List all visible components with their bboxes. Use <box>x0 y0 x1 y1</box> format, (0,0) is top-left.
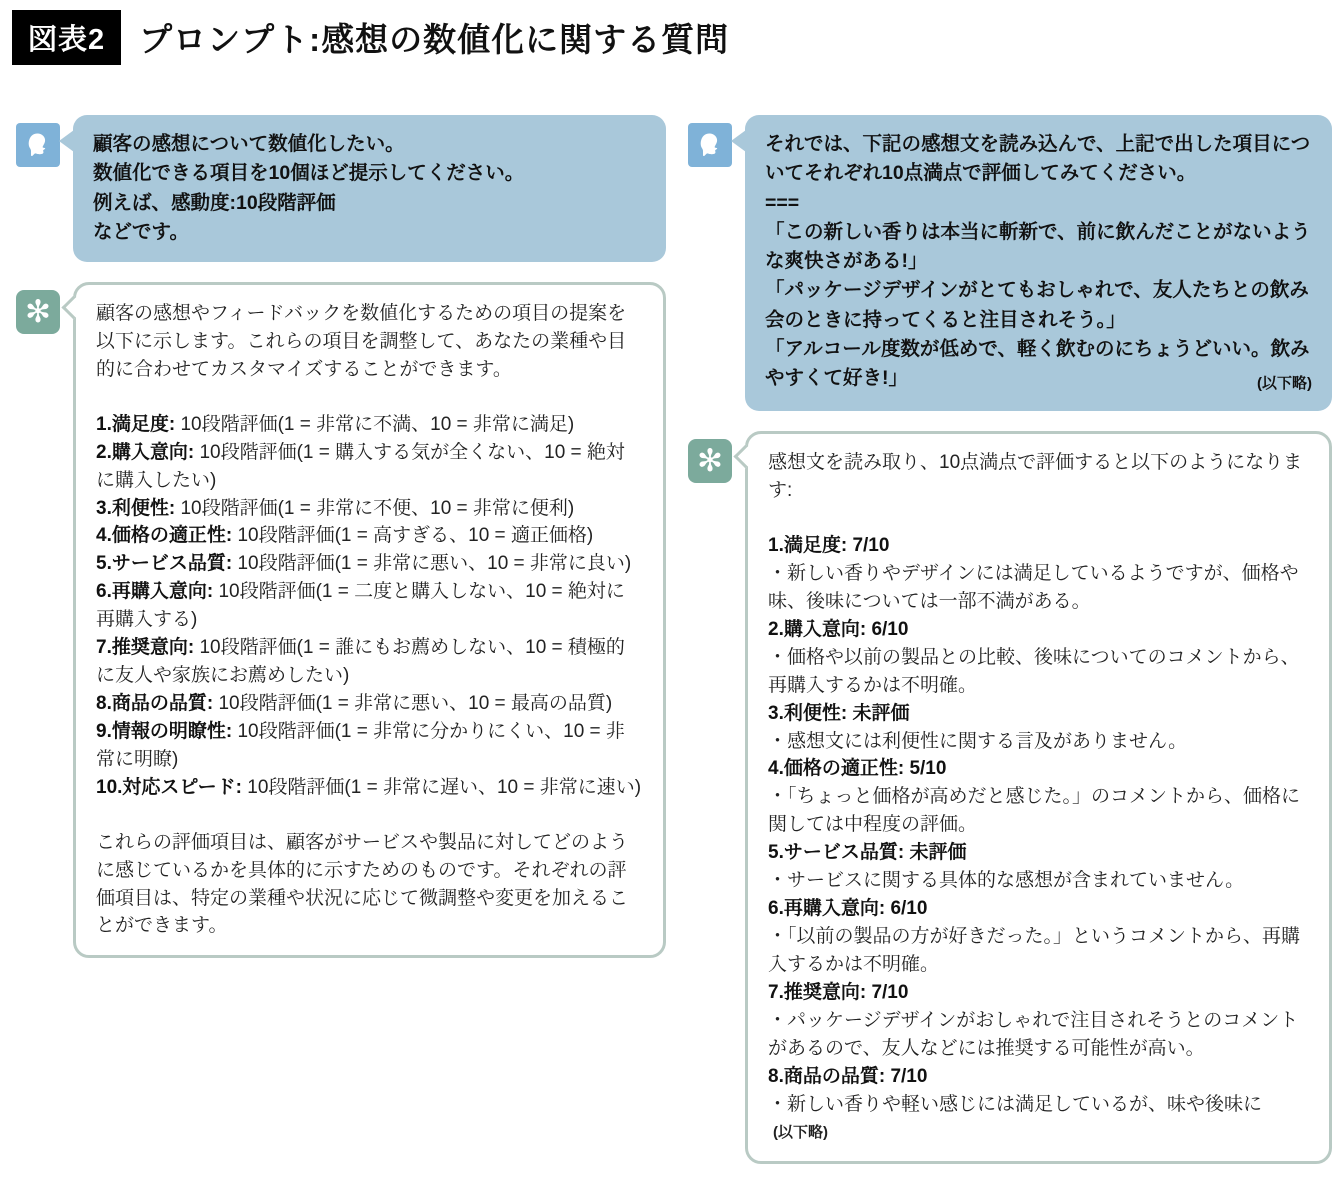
score-item-comment: ・サービスに関する具体的な感想が含まれていません。 <box>768 870 1245 892</box>
score-item-label: 3.利便性: 未評価 <box>768 702 910 724</box>
rating-item-desc: 10段階評価(1 = 誰にもお薦めしない、10 = 積極的に友人や家族にお薦めしたい) <box>96 637 625 687</box>
left-column <box>8 115 666 978</box>
bubble-tail-icon <box>59 130 74 152</box>
chatgpt-avatar <box>16 290 60 334</box>
user-text-line: 数値化できる項目を10個ほど提示してください。 <box>93 162 525 185</box>
score-item-label: 4.価格の適正性: 5/10 <box>768 758 947 780</box>
user-text-line: === <box>765 191 800 214</box>
rating-item-label: 6.再購入意向: <box>96 581 214 603</box>
user-avatar <box>688 123 732 167</box>
assistant-outro: これらの評価項目は、顧客がサービスや製品に対してどのように感じているかを具体的に示すためのものです。それぞれの評価項目は、特定の業種や状況に応じて微調整や変更を加えることができます。 <box>96 831 629 937</box>
user-icon <box>695 130 725 160</box>
score-item-label: 8.商品の品質: 7/10 <box>768 1065 928 1087</box>
figure-number-badge: 図表2 <box>12 10 121 65</box>
figure-header <box>0 0 1340 65</box>
user-text-line: などです。 <box>93 220 189 243</box>
bubble-tail-icon <box>733 445 757 469</box>
user-icon <box>23 130 53 160</box>
score-item-comment: ・感想文には利便性に関する言及がありません。 <box>768 730 1188 752</box>
rating-item-desc: 10段階評価(1 = 非常に分かりにくい、10 = 非常に明瞭) <box>96 720 625 770</box>
rating-item-desc: 10段階評価(1 = 非常に遅い、10 = 非常に速い) <box>241 776 642 798</box>
user-message-row <box>680 115 1332 411</box>
conversation-columns <box>0 115 1340 1184</box>
rating-item <box>96 550 643 578</box>
score-item-label: 1.満足度: 7/10 <box>768 535 890 557</box>
rating-item-label: 1.満足度: <box>96 413 176 435</box>
rating-item-label: 10.対応スピード: <box>96 776 242 798</box>
rating-item-label: 9.情報の明瞭性: <box>96 720 233 742</box>
user-text-line: 例えば、感動度:10段階評価 <box>93 191 336 214</box>
chatgpt-avatar <box>688 439 732 483</box>
rating-item-desc: 10段階評価(1 = 非常に悪い、10 = 最高の品質) <box>213 692 613 714</box>
assistant-message-row <box>680 431 1332 1164</box>
bubble-tail-icon <box>61 295 85 319</box>
user-quote-line: 「この新しい香りは本当に斬新で、前に飲んだことがないような爽快さがある!」 <box>765 220 1311 272</box>
user-quote-line: 「パッケージデザインがとてもおしゃれで、友人たちとの飲み会のときに持ってくると注目されそう。」 <box>765 279 1309 331</box>
rating-item-desc: 10段階評価(1 = 非常に不満、10 = 非常に満足) <box>175 413 575 435</box>
user-text-line: それでは、下記の感想文を読み込んで、上記で出した項目についてそれぞれ10点満点で評価してみてください。 <box>765 133 1311 185</box>
rating-item <box>96 411 643 439</box>
rating-item <box>96 578 643 634</box>
rating-item-desc: 10段階評価(1 = 購入する気が全くない、10 = 絶対に購入したい) <box>96 441 625 491</box>
score-item-comment: ・パッケージデザインがおしゃれで注目されそうとのコメントがあるので、友人などには推奨する可能性が高い。 <box>768 1009 1299 1059</box>
score-item-comment <box>768 1091 1309 1147</box>
rating-item <box>96 690 643 718</box>
assistant-intro: 感想文を読み取り、10点満点で評価すると以下のようになります: <box>768 452 1303 502</box>
score-item-label: 7.推奨意向: 7/10 <box>768 981 909 1003</box>
score-item-label: 2.購入意向: 6/10 <box>768 618 909 640</box>
assistant-intro: 顧客の感想やフィードバックを数値化するための項目の提案を以下に示します。これらの項目を調整して、あなたの業種や目的に合わせてカスタマイズすることができます。 <box>96 303 627 380</box>
rating-item <box>96 634 643 690</box>
blank-line <box>96 384 643 411</box>
score-item-comment: ・価格や以前の製品との比較、後味についてのコメントから、再購入するかは不明確。 <box>768 646 1300 696</box>
blank-line <box>96 802 643 829</box>
assistant-bubble <box>73 282 666 958</box>
rating-item <box>96 495 643 523</box>
page-title: プロンプト:感想の数値化に関する質問 <box>139 21 730 58</box>
assistant-bubble <box>745 431 1332 1164</box>
rating-item-label: 7.推奨意向: <box>96 637 195 659</box>
score-item-comment: ・「ちょっと価格が高めだと感じた。」のコメントから、価格に関しては中程度の評価。 <box>768 786 1301 836</box>
user-avatar <box>16 123 60 167</box>
rating-item-desc: 10段階評価(1 = 高すぎる、10 = 適正価格) <box>232 525 594 547</box>
user-bubble <box>73 115 666 262</box>
omission-note: (以下略) <box>1257 374 1312 392</box>
rating-item <box>96 522 643 550</box>
assistant-message-row <box>8 282 666 958</box>
score-item-comment-text: ・新しい香りや軽い感じには満足しているが、味や後味に <box>768 1093 1263 1115</box>
right-column <box>680 115 1332 1184</box>
rating-item-label: 5.サービス品質: <box>96 553 233 575</box>
user-message-row <box>8 115 666 262</box>
bubble-tail-icon <box>731 130 746 152</box>
rating-item-label: 2.購入意向: <box>96 441 195 463</box>
score-item-label: 5.サービス品質: 未評価 <box>768 842 967 864</box>
rating-item <box>96 718 643 774</box>
user-quote-line: 「アルコール度数が低めで、軽く飲むのにちょうどいい。飲みやすくて好き!」 <box>765 337 1310 389</box>
user-text-line: 顧客の感想について数値化したい。 <box>93 133 405 155</box>
rating-item-label: 4.価格の適正性: <box>96 525 233 547</box>
blank-line <box>768 505 1309 532</box>
rating-item-desc: 10段階評価(1 = 二度と購入しない、10 = 絶対に再購入する) <box>96 581 625 631</box>
score-item-comment: ・新しい香りやデザインには満足しているようですが、価格や味、後味については一部不満がある。 <box>768 563 1299 612</box>
rating-item-desc: 10段階評価(1 = 非常に不便、10 = 非常に便利) <box>175 497 575 519</box>
chatgpt-logo-icon: ✻ <box>25 293 51 329</box>
rating-item-desc: 10段階評価(1 = 非常に悪い、10 = 非常に良い) <box>232 553 632 575</box>
score-item-comment: ・「以前の製品の方が好きだった。」というコメントから、再購入するかは不明確。 <box>768 926 1301 975</box>
user-bubble <box>745 115 1332 411</box>
chatgpt-logo-icon: ✻ <box>697 442 723 478</box>
rating-item <box>96 774 643 802</box>
rating-item-label: 3.利便性: <box>96 497 176 519</box>
rating-item <box>96 439 643 495</box>
rating-item-label: 8.商品の品質: <box>96 692 214 714</box>
score-item-label: 6.再購入意向: 6/10 <box>768 898 928 920</box>
omission-note: (以下略) <box>773 1124 828 1142</box>
